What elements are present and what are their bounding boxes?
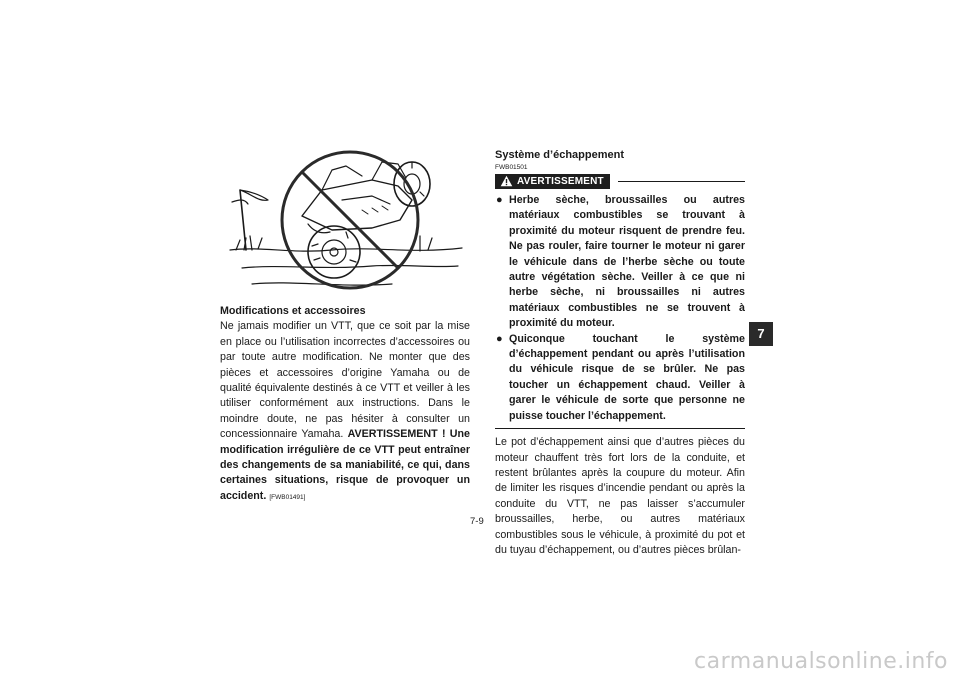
right-column bbox=[495, 149, 745, 558]
exhaust-heading: Système d’échappement bbox=[495, 149, 624, 161]
warning-triangle-icon bbox=[500, 175, 513, 187]
warning-header bbox=[495, 173, 745, 189]
modifications-text: Ne jamais modifier un VTT, que ce soit par la mise en place ou l’utilisation incorrectes d’accessoires ou par toute autre modification. Ne monter que des pièces et accessoires d’origine Yamaha ou de qualité équivalente destinés à ce VTT et veiller à les utiliser conformément aux instructions. Dans le moindre doute, ne pas hésiter à consulter un concessionnaire Yamaha. bbox=[220, 320, 470, 441]
left-column bbox=[220, 304, 470, 505]
modifications-heading: Modifications et accessoires bbox=[220, 305, 366, 317]
list-item bbox=[495, 332, 745, 424]
warning-bullet-text: Herbe sèche, broussailles ou autres matériaux combustibles se trouvant à proximité du moteur risquent de prendre feu. Ne pas rouler, faire tourner le moteur ni garer le véhicule dans de l’herbe sèche ou toute autre végétation sèche. Veiller à ce que ni herbe sèche, ni broussailles ni autres matériaux combustibles ne se trouvent à proximité du moteur. bbox=[509, 194, 745, 330]
modifications-paragraph bbox=[220, 319, 470, 505]
exhaust-body: Le pot d’échappement ainsi que d’autres pièces du moteur chauffent très fort lors de la conduite, et restent brûlantes après la coupure du moteur. Afin de limiter les risques d’incendie pendant ou après la conduite du VTT, ne pas laisser s’accumuler broussailles, herbe, ou autres matériaux combustibles sous le véhicule, à proximité du pot et du tuyau d’échappement, ou d’autres pièces brûlan- bbox=[495, 436, 745, 556]
list-item bbox=[495, 193, 745, 332]
watermark: carmanualsonline.info bbox=[694, 649, 948, 674]
warning-list bbox=[495, 193, 745, 424]
warning-badge bbox=[495, 174, 610, 189]
modifications-code: [FWB01491] bbox=[269, 493, 306, 501]
exhaust-code: FWB01501 bbox=[495, 164, 528, 171]
atv-prohibited-illustration bbox=[222, 150, 466, 300]
warning-rule bbox=[618, 173, 745, 182]
warning-end-rule bbox=[495, 428, 745, 429]
warning-label: AVERTISSEMENT bbox=[517, 175, 604, 187]
bullet-icon: ● bbox=[496, 194, 503, 206]
warning-bullet-text: Quiconque touchant le système d’échappement pendant ou après l’utilisation du véhicule risque de se brûler. Ne pas toucher un échappement chaud. Veiller à garer le véhicule de sorte que personne ne puisse toucher l’échappement. bbox=[509, 332, 745, 422]
page-number: 7-9 bbox=[470, 516, 484, 527]
chapter-tab: 7 bbox=[749, 322, 773, 346]
modifications-warning: AVERTISSEMENT ! Une modification irrégulière de ce VTT peut entraîner des changements de sa maniabilité, ce qui, dans certaines situations, risque de provoquer un accident. bbox=[220, 428, 470, 502]
bullet-icon: ● bbox=[496, 332, 503, 345]
